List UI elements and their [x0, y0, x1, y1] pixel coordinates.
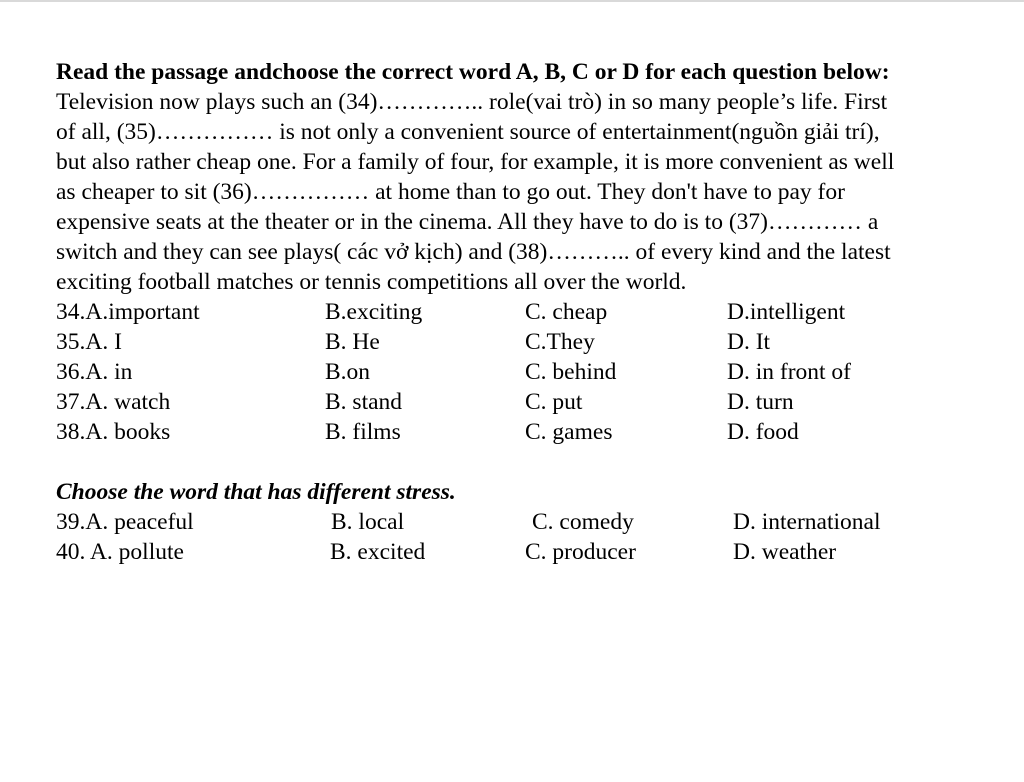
option-d: D.intelligent	[727, 299, 846, 325]
passage-line: of all, (35)…………… is not only a convenient source of entertainment(nguồn giải trí),	[56, 119, 880, 145]
question-row-36	[56, 357, 1006, 387]
option-b: B. He	[325, 329, 380, 355]
option-d: D. international	[733, 509, 881, 535]
question-row-40	[56, 537, 1006, 567]
option-c: C.They	[525, 329, 595, 355]
option-d: D. turn	[727, 389, 794, 415]
passage-line: switch and they can see plays( các vở kịch) and (38)……….. of every kind and the latest	[56, 239, 891, 265]
passage-line: expensive seats at the theater or in the cinema. All they have to do is to (37)………… a	[56, 209, 879, 235]
passage-line: as cheaper to sit (36)…………… at home than to go out. They don't have to pay for	[56, 179, 845, 205]
option-a: 37.A. watch	[56, 389, 171, 415]
option-b: B.on	[325, 359, 371, 385]
instruction-heading: Read the passage andchoose the correct word A, B, C or D for each question below:	[56, 59, 890, 85]
option-a: 39.A. peaceful	[56, 509, 194, 535]
option-b: B. excited	[330, 539, 426, 565]
option-c: C. cheap	[525, 299, 608, 325]
option-c: C. games	[525, 419, 613, 445]
worksheet	[56, 57, 1006, 567]
option-c: C. put	[525, 389, 583, 415]
option-b: B. films	[325, 419, 401, 445]
top-border	[0, 0, 1024, 2]
option-d: D. in front of	[727, 359, 852, 385]
option-b: B. local	[331, 509, 405, 535]
question-row-37	[56, 387, 1006, 417]
option-b: B.exciting	[325, 299, 423, 325]
option-a: 38.A. books	[56, 419, 171, 445]
option-d: D. It	[727, 329, 771, 355]
passage-line: Television now plays such an (34)………….. role(vai trò) in so many people’s life. First	[56, 89, 888, 115]
option-a: 35.A. I	[56, 329, 122, 355]
option-c: C. behind	[525, 359, 617, 385]
option-c: C. producer	[525, 539, 636, 565]
question-row-34	[56, 297, 1006, 327]
question-row-35	[56, 327, 1006, 357]
option-d: D. weather	[733, 539, 837, 565]
stress-section	[56, 477, 1006, 567]
question-row-39	[56, 507, 1006, 537]
passage-line: but also rather cheap one. For a family of four, for example, it is more convenient as well	[56, 149, 895, 175]
option-a: 36.A. in	[56, 359, 133, 385]
option-b: B. stand	[325, 389, 403, 415]
option-a: 34.A.important	[56, 299, 200, 325]
option-d: D. food	[727, 419, 799, 445]
reading-passage	[56, 87, 1006, 297]
passage-line: exciting football matches or tennis competitions all over the world.	[56, 269, 687, 295]
option-a: 40. A. pollute	[56, 539, 184, 565]
stress-section-heading: Choose the word that has different stress.	[56, 479, 456, 505]
question-row-38	[56, 417, 1006, 447]
option-c: C. comedy	[532, 509, 634, 535]
question-list	[56, 297, 1006, 447]
